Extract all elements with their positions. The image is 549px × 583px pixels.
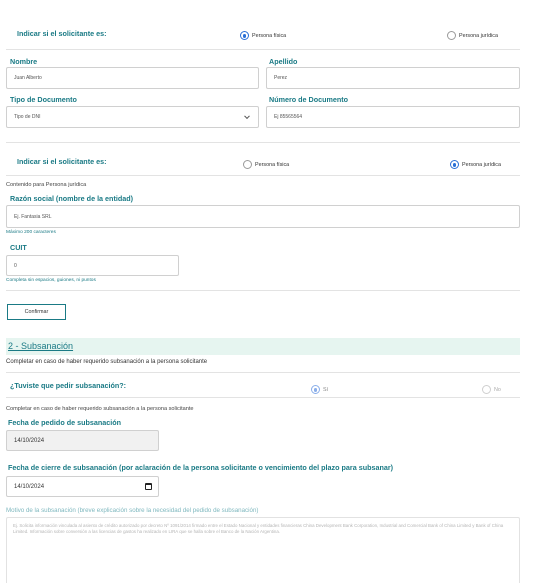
applicant-type-label: Indicar si el solicitante es: [17,29,107,38]
nombre-label: Nombre [10,57,38,66]
tipo-documento-select[interactable]: Tipo de DNI [6,106,259,128]
divider [6,397,520,398]
razon-social-hint: Máximo 200 caracteres [6,230,56,235]
radio-persona-fisica-1[interactable]: Persona física [240,27,286,45]
radio-selected-icon [240,31,249,40]
section-intro-2: Completar en caso de haber requerido subsanación a la persona solicitante [6,406,194,412]
radio-unselected-icon [482,385,491,394]
razon-social-field[interactable]: Ej. Fantasia SRL [6,205,520,228]
motivo-label: Motivo de la subsanación (breve explicación sobre la necesidad del pedido de subsanación) [6,507,259,514]
apellido-field[interactable]: Perez [266,67,520,89]
content-note: Contenido para Persona jurídica [6,182,87,188]
numero-documento-label: Número de Documento [269,95,349,104]
radio-no[interactable]: No [482,381,501,399]
radio-persona-fisica-2[interactable]: Persona física [243,156,289,174]
section-heading-band [6,338,520,355]
nombre-field[interactable]: Juan Alberto [6,67,259,89]
fecha-pedido-label: Fecha de pedido de subsanación [8,418,122,427]
cuit-field[interactable]: 0 [6,255,179,276]
fecha-pedido-field[interactable]: 14/10/2024 [6,430,159,451]
confirm-button[interactable]: Confirmar [7,304,66,320]
radio-persona-juridica-2[interactable]: Persona jurídica [450,156,501,174]
razon-social-label: Razón social (nombre de la entidad) [10,194,134,203]
radio-unselected-icon [447,31,456,40]
radio-persona-juridica-1[interactable]: Persona jurídica [447,27,498,45]
divider [6,175,520,176]
numero-documento-field[interactable]: Ej 85565564 [266,106,520,128]
radio-selected-icon [450,160,459,169]
radio-selected-icon [311,385,320,394]
cuit-label: CUIT [10,243,27,252]
fecha-cierre-field[interactable]: 14/10/2024 [6,476,159,497]
subsanacion-question: ¿Tuviste que pedir subsanación?: [10,381,127,390]
section-intro: Completar en caso de haber requerido subsanación a la persona solicitante [6,359,208,365]
divider [6,49,520,50]
tipo-documento-label: Tipo de Documento [10,95,77,104]
divider [6,372,520,373]
divider [6,290,520,291]
calendar-icon[interactable] [145,483,152,490]
radio-unselected-icon [243,160,252,169]
section-heading: 2 - Subsanación [8,341,74,351]
chevron-down-icon [244,113,250,119]
divider [6,142,520,143]
apellido-label: Apellido [269,57,298,66]
motivo-textarea[interactable]: Ej. Solicita información vinculada al asiento de crédito autorizado por decreto Nº 1091/2014 firmado entre el Estado Nacional y entidades financieras China Development Bank Corporation, Industrial and Comercial Bank of China Limited y Bank of China Limited. Información sobre conversión a las licencias de gastos ha realizado en LIRA que se halla sobre el Banco de la Nación Argentina. [6,517,520,583]
radio-si[interactable]: Sí [311,381,328,399]
cuit-hint: Completa sin espacios, guiones, ni puntos [6,278,96,283]
fecha-cierre-label: Fecha de cierre de subsanación (por aclaración de la persona solicitante o vencimiento del plazo para subsanar) [8,463,394,472]
applicant-type-label: Indicar si el solicitante es: [17,157,107,166]
